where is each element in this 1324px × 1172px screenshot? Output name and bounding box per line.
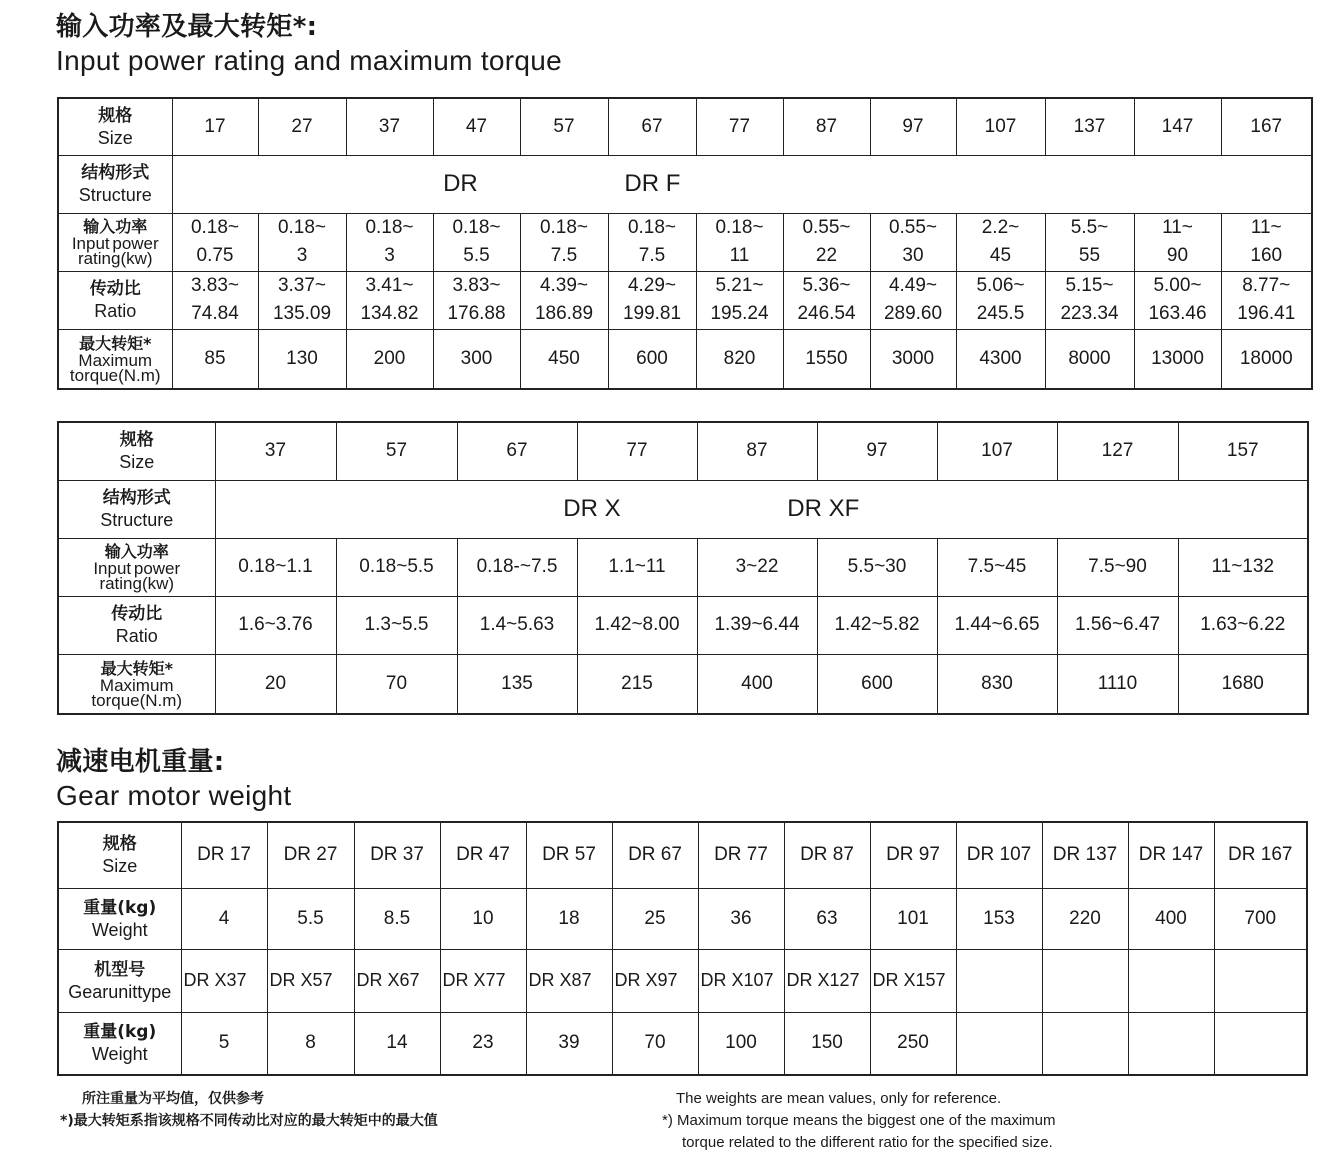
row-header-en: Weight	[91, 919, 148, 940]
ratio-cell-part: 199.81	[622, 303, 682, 324]
torque-cell: 130	[258, 329, 346, 389]
row-header-power	[58, 538, 215, 596]
row-header-en: Size	[119, 452, 155, 473]
structure-label-b: DR XF	[787, 495, 860, 522]
torque-cell: 400	[697, 654, 817, 714]
ratio-cell-part: 3.83~	[190, 275, 240, 296]
footnote-en-line-1: The weights are mean values, only for reference.	[676, 1090, 1002, 1107]
size-row	[58, 98, 1312, 155]
power-cell-part: 0.18~	[190, 217, 240, 238]
power-cell-part: 3	[384, 245, 395, 266]
power-cell	[346, 213, 433, 271]
gear-unit-type-cell	[956, 949, 1042, 1012]
row-header-structure	[58, 155, 172, 213]
row-header-size	[58, 822, 181, 888]
size-cell: 77	[696, 98, 783, 155]
weight-cell: 25	[612, 888, 698, 949]
power-cell-part: 0.18~	[539, 217, 589, 238]
ratio-cell: 1.44~6.65	[937, 596, 1057, 654]
row-header-en: Structure	[78, 185, 152, 205]
row-header-cn: 传动比	[89, 279, 141, 299]
power-cell	[520, 213, 608, 271]
row-header-en: Input power rating(kw)	[71, 234, 159, 268]
torque-cell: 1680	[1178, 654, 1308, 714]
size-cell: 57	[520, 98, 608, 155]
weight-cell: 10	[440, 888, 526, 949]
row-header-en: Structure	[100, 510, 174, 530]
row-header-en: Ratio	[94, 301, 137, 321]
size-cell: DR 77	[698, 822, 784, 888]
power-cell-part: 0.18~	[277, 217, 327, 238]
ratio-cell	[783, 271, 870, 329]
row-header-en: Gearunittype	[68, 981, 172, 1002]
gear-unit-type-cell: DR X87	[526, 949, 612, 1012]
power-cell: 5.5~30	[817, 538, 937, 596]
torque-cell: 8000	[1045, 329, 1134, 389]
ratio-cell	[956, 271, 1045, 329]
power-torque-table-drx	[57, 421, 1309, 715]
type-weight-cell: 100	[698, 1012, 784, 1075]
ratio-cell-part: 3.41~	[365, 275, 414, 296]
structure-cell	[172, 155, 1312, 213]
torque-cell: 600	[608, 329, 696, 389]
ratio-cell	[520, 271, 608, 329]
ratio-cell-part: 74.84	[191, 303, 239, 324]
torque-cell: 13000	[1134, 329, 1221, 389]
row-header-en: Size	[102, 856, 138, 877]
ratio-cell	[1221, 271, 1312, 329]
structure-row	[58, 155, 1312, 213]
type-weight-cell	[1214, 1012, 1307, 1075]
torque-cell: 830	[937, 654, 1057, 714]
power-cell: 0.18-~7.5	[457, 538, 577, 596]
power-cell-part: 11~	[1162, 217, 1193, 238]
size-cell: DR 27	[267, 822, 354, 888]
gear-unit-type-cell: DR X127	[784, 949, 870, 1012]
ratio-row	[58, 596, 1308, 654]
torque-cell: 820	[696, 329, 783, 389]
power-cell: 0.18~1.1	[215, 538, 336, 596]
power-cell-part: 5.5	[463, 245, 490, 266]
ratio-cell-part: 4.39~	[539, 275, 589, 296]
size-row	[58, 822, 1307, 888]
ratio-cell-part: 134.82	[360, 303, 419, 324]
type-weight-cell: 8	[267, 1012, 354, 1075]
weight-cell: 400	[1128, 888, 1214, 949]
type-row	[58, 949, 1307, 1012]
ratio-cell-part: 195.24	[710, 303, 769, 324]
weight-row	[58, 888, 1307, 949]
torque-cell: 300	[433, 329, 520, 389]
row-header-cn: 输入功率	[83, 217, 148, 236]
row-header-torque	[58, 654, 215, 714]
weight-cell: 63	[784, 888, 870, 949]
row-header-structure	[58, 480, 215, 538]
power-cell-part: 0.18~	[365, 217, 414, 238]
row-header-size	[58, 422, 215, 480]
power-cell-part: 0.18~	[715, 217, 764, 238]
size-cell: 77	[577, 422, 697, 480]
power-cell-part: 2.2~	[981, 217, 1020, 238]
row-header-ratio	[58, 271, 172, 329]
type-weight-row	[58, 1012, 1307, 1075]
power-cell	[258, 213, 346, 271]
weight-cell: 8.5	[354, 888, 440, 949]
torque-cell: 4300	[956, 329, 1045, 389]
size-cell: 147	[1134, 98, 1221, 155]
size-cell: 57	[336, 422, 457, 480]
torque-cell: 20	[215, 654, 336, 714]
size-cell: 87	[697, 422, 817, 480]
torque-row	[58, 329, 1312, 389]
size-cell: 167	[1221, 98, 1312, 155]
power-cell	[172, 213, 258, 271]
power-cell-part: 0.75	[196, 245, 234, 266]
size-cell: 27	[258, 98, 346, 155]
structure-label-b: DR F	[624, 170, 681, 197]
ratio-cell: 1.63~6.22	[1178, 596, 1308, 654]
power-row	[58, 213, 1312, 271]
type-weight-cell: 23	[440, 1012, 526, 1075]
ratio-cell-part: 5.36~	[802, 275, 851, 296]
row-header-ratio	[58, 596, 215, 654]
row-header-cn: 机型号	[94, 959, 146, 980]
row-header-type	[58, 949, 181, 1012]
row-header-cn: 输入功率	[104, 542, 169, 561]
power-cell	[1221, 213, 1312, 271]
ratio-cell-part: 289.60	[883, 303, 943, 324]
power-cell-part: 0.55~	[802, 217, 851, 238]
row-header-en: Weight	[91, 1044, 148, 1065]
power-cell-part: 7.5	[550, 245, 578, 266]
size-cell: 127	[1057, 422, 1178, 480]
power-cell-part: 5.5~	[1070, 217, 1109, 238]
ratio-cell	[258, 271, 346, 329]
torque-cell: 450	[520, 329, 608, 389]
power-cell: 7.5~45	[937, 538, 1057, 596]
size-cell: 67	[608, 98, 696, 155]
size-cell: 107	[956, 98, 1045, 155]
size-cell: 47	[433, 98, 520, 155]
power-cell	[870, 213, 956, 271]
power-cell	[783, 213, 870, 271]
structure-cell	[215, 480, 1308, 538]
ratio-cell-part: 196.41	[1237, 303, 1296, 324]
footnote-cn-line-2: *)最大转矩系指该规格不同传动比对应的最大转矩中的最大值	[60, 1113, 438, 1129]
type-weight-cell: 14	[354, 1012, 440, 1075]
size-cell: 107	[937, 422, 1057, 480]
power-cell-part: 30	[902, 245, 924, 266]
ratio-cell	[608, 271, 696, 329]
row-header-en: Maximum torque(N.m)	[91, 675, 183, 710]
footnote-en-line-2: *) Maximum torque means the biggest one of the maximum	[662, 1112, 1056, 1129]
type-weight-cell: 5	[181, 1012, 267, 1075]
power-cell: 3~22	[697, 538, 817, 596]
ratio-cell-part: 8.77~	[1242, 275, 1291, 296]
torque-cell: 1110	[1057, 654, 1178, 714]
section-title-en: Input power rating and maximum torque	[56, 45, 563, 76]
power-row	[58, 538, 1308, 596]
weight-cell: 220	[1042, 888, 1128, 949]
type-weight-cell: 250	[870, 1012, 956, 1075]
power-cell	[1045, 213, 1134, 271]
row-header-en: Input power rating(kw)	[93, 559, 181, 593]
ratio-row	[58, 271, 1312, 329]
power-cell	[696, 213, 783, 271]
size-cell: DR 17	[181, 822, 267, 888]
gear-unit-type-cell	[1042, 949, 1128, 1012]
section-title-cn: 减速电机重量:	[56, 747, 225, 777]
ratio-cell-part: 4.49~	[888, 275, 938, 296]
weight-cell: 18	[526, 888, 612, 949]
row-header-en: Maximum torque(N.m)	[69, 350, 161, 385]
size-cell: 137	[1045, 98, 1134, 155]
ratio-cell	[1045, 271, 1134, 329]
power-cell	[1134, 213, 1221, 271]
type-weight-cell: 70	[612, 1012, 698, 1075]
power-cell	[956, 213, 1045, 271]
power-cell-part: 3	[296, 245, 308, 266]
power-cell	[433, 213, 520, 271]
ratio-cell-part: 186.89	[534, 303, 594, 324]
row-header-cn: 规格	[119, 430, 154, 451]
ratio-cell: 1.4~5.63	[457, 596, 577, 654]
ratio-cell-part: 5.00~	[1153, 275, 1202, 296]
section-title-cn: 输入功率及最大转矩*:	[56, 12, 318, 42]
weight-cell: 5.5	[267, 888, 354, 949]
row-header-cn: 规格	[98, 105, 133, 126]
gear-unit-type-cell: DR X97	[612, 949, 698, 1012]
ratio-cell-part: 246.54	[797, 303, 856, 324]
power-cell-part: 11	[729, 245, 750, 266]
size-cell: 37	[346, 98, 433, 155]
size-cell: DR 57	[526, 822, 612, 888]
size-cell: DR 97	[870, 822, 956, 888]
row-header-cn: 最大转矩*	[100, 658, 173, 678]
gear-unit-type-cell	[1128, 949, 1214, 1012]
row-header-cn: 传动比	[111, 604, 163, 624]
power-cell-part: 0.55~	[888, 217, 938, 238]
torque-cell: 600	[817, 654, 937, 714]
gear-unit-type-cell: DR X77	[440, 949, 526, 1012]
gear-unit-type-cell: DR X107	[698, 949, 784, 1012]
size-cell: DR 167	[1214, 822, 1307, 888]
power-cell-part: 11~	[1250, 217, 1282, 238]
ratio-cell-part: 5.21~	[715, 275, 764, 296]
torque-row	[58, 654, 1308, 714]
ratio-cell-part: 3.37~	[277, 275, 327, 296]
weight-cell: 153	[956, 888, 1042, 949]
size-cell: 97	[817, 422, 937, 480]
size-cell: 157	[1178, 422, 1308, 480]
size-cell: DR 37	[354, 822, 440, 888]
torque-cell: 18000	[1221, 329, 1312, 389]
row-header-cn: 最大转矩*	[79, 333, 152, 353]
size-cell: 37	[215, 422, 336, 480]
gear-unit-type-cell	[1214, 949, 1307, 1012]
structure-label-a: DR X	[563, 495, 621, 522]
size-row	[58, 422, 1308, 480]
row-header-cn: 重量(kg)	[83, 1022, 157, 1043]
ratio-cell-part: 163.46	[1148, 303, 1207, 324]
power-cell-part: 55	[1078, 245, 1101, 266]
row-header-cn: 结构形式	[81, 163, 150, 183]
size-cell: DR 147	[1128, 822, 1214, 888]
row-header-type-weight	[58, 1012, 181, 1075]
footnote-cn-line-1: 所注重量为平均值，仅供参考	[82, 1091, 264, 1107]
ratio-cell-part: 5.15~	[1065, 275, 1114, 296]
row-header-size	[58, 98, 172, 155]
size-cell: 87	[783, 98, 870, 155]
weight-cell: 4	[181, 888, 267, 949]
power-cell: 11~132	[1178, 538, 1308, 596]
ratio-cell: 1.56~6.47	[1057, 596, 1178, 654]
footnote-en-line-3: torque related to the different ratio for the specified size.	[682, 1134, 1053, 1151]
row-header-power	[58, 213, 172, 271]
ratio-cell-part: 245.5	[976, 303, 1025, 324]
footnote-cn	[60, 1088, 438, 1132]
power-cell-part: 0.18~	[627, 217, 677, 238]
weight-cell: 101	[870, 888, 956, 949]
row-header-cn: 重量(kg)	[83, 897, 157, 918]
size-cell: DR 67	[612, 822, 698, 888]
power-torque-table-dr	[57, 97, 1313, 390]
ratio-cell	[870, 271, 956, 329]
row-header-weight	[58, 888, 181, 949]
ratio-cell	[1134, 271, 1221, 329]
size-cell: DR 47	[440, 822, 526, 888]
weight-cell: 700	[1214, 888, 1307, 949]
ratio-cell-part: 5.06~	[976, 275, 1025, 296]
torque-cell: 200	[346, 329, 433, 389]
section-heading-weight	[56, 745, 291, 813]
ratio-cell	[346, 271, 433, 329]
torque-cell: 135	[457, 654, 577, 714]
size-cell: DR 107	[956, 822, 1042, 888]
size-cell: 17	[172, 98, 258, 155]
type-weight-cell	[956, 1012, 1042, 1075]
power-cell: 7.5~90	[1057, 538, 1178, 596]
torque-cell: 3000	[870, 329, 956, 389]
type-weight-cell	[1042, 1012, 1128, 1075]
ratio-cell-part: 135.09	[272, 303, 332, 324]
power-cell-part: 0.18~	[452, 217, 501, 238]
torque-cell: 215	[577, 654, 697, 714]
type-weight-cell: 150	[784, 1012, 870, 1075]
ratio-cell-part: 176.88	[447, 303, 506, 324]
gear-unit-type-cell: DR X57	[267, 949, 354, 1012]
power-cell-part: 160	[1250, 245, 1283, 266]
torque-cell: 70	[336, 654, 457, 714]
power-cell-part: 7.5	[638, 245, 666, 266]
ratio-cell	[172, 271, 258, 329]
ratio-cell: 1.42~5.82	[817, 596, 937, 654]
size-cell: DR 87	[784, 822, 870, 888]
size-cell: 67	[457, 422, 577, 480]
ratio-cell	[433, 271, 520, 329]
power-cell-part: 22	[815, 245, 838, 266]
ratio-cell: 1.3~5.5	[336, 596, 457, 654]
ratio-cell-part: 223.34	[1060, 303, 1119, 324]
power-cell: 0.18~5.5	[336, 538, 457, 596]
gear-unit-type-cell: DR X37	[181, 949, 267, 1012]
row-header-cn: 规格	[102, 834, 137, 855]
structure-label-a: DR	[443, 170, 478, 197]
size-cell: 97	[870, 98, 956, 155]
power-cell: 1.1~11	[577, 538, 697, 596]
size-cell: DR 137	[1042, 822, 1128, 888]
section-title-en: Gear motor weight	[56, 780, 292, 811]
ratio-cell: 1.39~6.44	[697, 596, 817, 654]
gear-unit-type-cell: DR X67	[354, 949, 440, 1012]
ratio-cell: 1.42~8.00	[577, 596, 697, 654]
row-header-en: Size	[97, 127, 133, 148]
row-header-cn: 结构形式	[102, 488, 171, 508]
ratio-cell-part: 3.83~	[452, 275, 501, 296]
ratio-cell: 1.6~3.76	[215, 596, 336, 654]
type-weight-cell	[1128, 1012, 1214, 1075]
torque-cell: 85	[172, 329, 258, 389]
row-header-torque	[58, 329, 172, 389]
type-weight-cell: 39	[526, 1012, 612, 1075]
power-cell-part: 45	[989, 245, 1012, 266]
weight-cell: 36	[698, 888, 784, 949]
ratio-cell	[696, 271, 783, 329]
gear-motor-weight-table	[57, 821, 1308, 1076]
structure-row	[58, 480, 1308, 538]
power-cell-part: 90	[1166, 245, 1189, 266]
torque-cell: 1550	[783, 329, 870, 389]
row-header-en: Ratio	[115, 626, 158, 646]
footnote-en	[662, 1088, 1056, 1154]
ratio-cell-part: 4.29~	[627, 275, 677, 296]
gear-unit-type-cell: DR X157	[870, 949, 956, 1012]
power-cell	[608, 213, 696, 271]
section-heading-power	[56, 10, 562, 78]
